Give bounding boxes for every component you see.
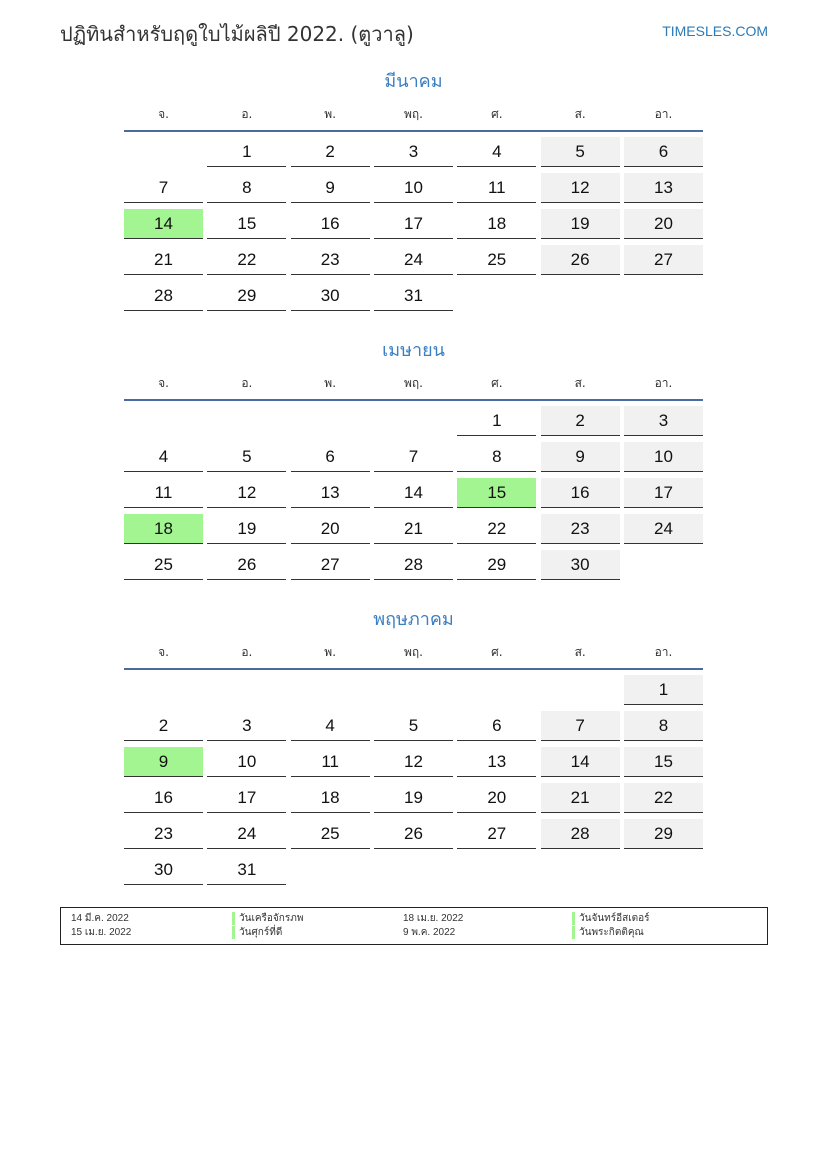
day-cell: 26	[207, 550, 286, 580]
weekday-header	[124, 640, 703, 670]
day-cell: 24	[624, 514, 703, 544]
day-cell: 11	[457, 173, 536, 203]
weekday-label: ศ.	[491, 376, 503, 390]
legend-item	[61, 926, 767, 939]
day-cell: 1	[624, 675, 703, 705]
day-cell: 2	[541, 406, 620, 436]
weekday-header	[124, 371, 703, 401]
weekday-label: พฤ.	[403, 376, 423, 390]
legend-holiday-name: วันเครือจักรภพ	[232, 912, 303, 925]
weekday-label: พฤ.	[403, 645, 423, 659]
holiday-legend	[60, 907, 768, 945]
weekday-label: พ.	[324, 645, 337, 659]
day-cell: 20	[291, 514, 370, 544]
day-cell: 1	[457, 406, 536, 436]
day-cell: 17	[207, 783, 286, 813]
day-cell: 13	[624, 173, 703, 203]
weekday-label: พ.	[324, 376, 337, 390]
day-cell: 6	[291, 442, 370, 472]
page-title: ปฏิทินสำหรับฤดูใบไม้ผลิปี 2022. (ตูวาลู)	[60, 22, 414, 46]
day-cell: 23	[124, 819, 203, 849]
weekday-label: อ.	[241, 645, 253, 659]
day-cell: 11	[124, 478, 203, 508]
day-cell: 21	[124, 245, 203, 275]
day-cell: 5	[374, 711, 453, 741]
month-title: พฤษภาคม	[373, 609, 454, 630]
day-cell: 26	[374, 819, 453, 849]
empty-cell	[207, 675, 286, 704]
empty-cell	[291, 406, 370, 435]
day-cell: 10	[207, 747, 286, 777]
day-cell: 1	[207, 137, 286, 167]
day-cell: 29	[207, 281, 286, 311]
legend-holiday-name: วันจันทร์อีสเตอร์	[572, 912, 650, 925]
empty-cell	[124, 675, 203, 704]
weekday-label: จ.	[158, 107, 169, 121]
weekday-label: ศ.	[491, 645, 503, 659]
day-cell: 5	[541, 137, 620, 167]
day-cell: 28	[124, 281, 203, 311]
empty-cell	[374, 406, 453, 435]
day-cell: 31	[207, 855, 286, 885]
weekday-label: ศ.	[491, 107, 503, 121]
month-april	[124, 339, 703, 580]
legend-date: 14 มี.ค. 2022	[71, 913, 129, 924]
weekday-label: พ.	[324, 107, 337, 121]
empty-cell	[124, 406, 203, 435]
legend-date: 9 พ.ค. 2022	[403, 927, 456, 938]
month-title: เมษายน	[382, 340, 445, 361]
day-cell: 11	[291, 747, 370, 777]
weekday-label: อา.	[654, 645, 673, 659]
legend-date: 15 เม.ย. 2022	[71, 927, 132, 938]
weekday-label: อ.	[241, 376, 253, 390]
weekday-label: ส.	[574, 645, 586, 659]
day-cell: 3	[207, 711, 286, 741]
day-cell: 7	[374, 442, 453, 472]
day-grid	[124, 406, 703, 580]
day-cell: 21	[374, 514, 453, 544]
day-cell: 22	[207, 245, 286, 275]
day-cell: 8	[624, 711, 703, 741]
weekday-label: จ.	[158, 376, 169, 390]
empty-cell	[374, 675, 453, 704]
month-title: มีนาคม	[384, 71, 443, 92]
weekday-label: พฤ.	[403, 107, 423, 121]
legend-holiday-name: วันพระกิตติคุณ	[572, 926, 644, 939]
month-march	[124, 70, 703, 311]
day-cell: 16	[541, 478, 620, 508]
day-cell: 21	[541, 783, 620, 813]
holiday-day-cell: 18	[124, 514, 203, 544]
day-cell: 28	[541, 819, 620, 849]
weekday-label: อ.	[241, 107, 253, 121]
day-cell: 10	[624, 442, 703, 472]
day-cell: 10	[374, 173, 453, 203]
day-cell: 25	[124, 550, 203, 580]
day-cell: 26	[541, 245, 620, 275]
day-cell: 28	[374, 550, 453, 580]
day-cell: 3	[374, 137, 453, 167]
day-cell: 18	[291, 783, 370, 813]
day-cell: 15	[624, 747, 703, 777]
day-cell: 17	[374, 209, 453, 239]
day-cell: 20	[457, 783, 536, 813]
day-cell: 8	[207, 173, 286, 203]
weekday-header	[124, 102, 703, 132]
day-grid	[124, 675, 703, 885]
day-cell: 16	[291, 209, 370, 239]
empty-cell	[541, 675, 620, 704]
day-cell: 24	[374, 245, 453, 275]
day-cell: 19	[207, 514, 286, 544]
day-cell: 17	[624, 478, 703, 508]
weekday-label: ส.	[574, 107, 586, 121]
day-cell: 6	[624, 137, 703, 167]
day-cell: 22	[624, 783, 703, 813]
day-cell: 16	[124, 783, 203, 813]
day-cell: 31	[374, 281, 453, 311]
day-cell: 30	[541, 550, 620, 580]
day-cell: 9	[291, 173, 370, 203]
day-cell: 8	[457, 442, 536, 472]
day-cell: 4	[457, 137, 536, 167]
day-cell: 12	[207, 478, 286, 508]
day-cell: 5	[207, 442, 286, 472]
day-cell: 13	[291, 478, 370, 508]
day-cell: 7	[124, 173, 203, 203]
day-cell: 2	[124, 711, 203, 741]
day-cell: 18	[457, 209, 536, 239]
day-cell: 27	[624, 245, 703, 275]
site-link[interactable]: TIMESLES.COM	[662, 23, 768, 39]
day-cell: 3	[624, 406, 703, 436]
holiday-day-cell: 9	[124, 747, 203, 777]
day-cell: 30	[124, 855, 203, 885]
day-cell: 20	[624, 209, 703, 239]
day-cell: 14	[541, 747, 620, 777]
legend-holiday-name: วันศุกร์ที่ดี	[232, 926, 282, 939]
day-cell: 22	[457, 514, 536, 544]
empty-cell	[207, 406, 286, 435]
day-cell: 30	[291, 281, 370, 311]
day-cell: 19	[541, 209, 620, 239]
weekday-label: อา.	[654, 107, 673, 121]
day-cell: 12	[374, 747, 453, 777]
empty-cell	[124, 137, 203, 166]
weekday-label: จ.	[158, 645, 169, 659]
day-cell: 7	[541, 711, 620, 741]
day-cell: 23	[541, 514, 620, 544]
legend-date: 18 เม.ย. 2022	[403, 913, 464, 924]
day-cell: 29	[624, 819, 703, 849]
day-cell: 9	[541, 442, 620, 472]
day-grid	[124, 137, 703, 311]
day-cell: 23	[291, 245, 370, 275]
day-cell: 6	[457, 711, 536, 741]
month-may	[124, 608, 703, 885]
holiday-day-cell: 14	[124, 209, 203, 239]
day-cell: 25	[457, 245, 536, 275]
day-cell: 4	[124, 442, 203, 472]
day-cell: 27	[457, 819, 536, 849]
weekday-label: อา.	[654, 376, 673, 390]
day-cell: 4	[291, 711, 370, 741]
day-cell: 12	[541, 173, 620, 203]
day-cell: 2	[291, 137, 370, 167]
day-cell: 14	[374, 478, 453, 508]
holiday-day-cell: 15	[457, 478, 536, 508]
day-cell: 19	[374, 783, 453, 813]
weekday-label: ส.	[574, 376, 586, 390]
day-cell: 13	[457, 747, 536, 777]
day-cell: 15	[207, 209, 286, 239]
day-cell: 24	[207, 819, 286, 849]
empty-cell	[457, 675, 536, 704]
day-cell: 29	[457, 550, 536, 580]
empty-cell	[291, 675, 370, 704]
legend-item	[61, 912, 767, 925]
day-cell: 25	[291, 819, 370, 849]
day-cell: 27	[291, 550, 370, 580]
